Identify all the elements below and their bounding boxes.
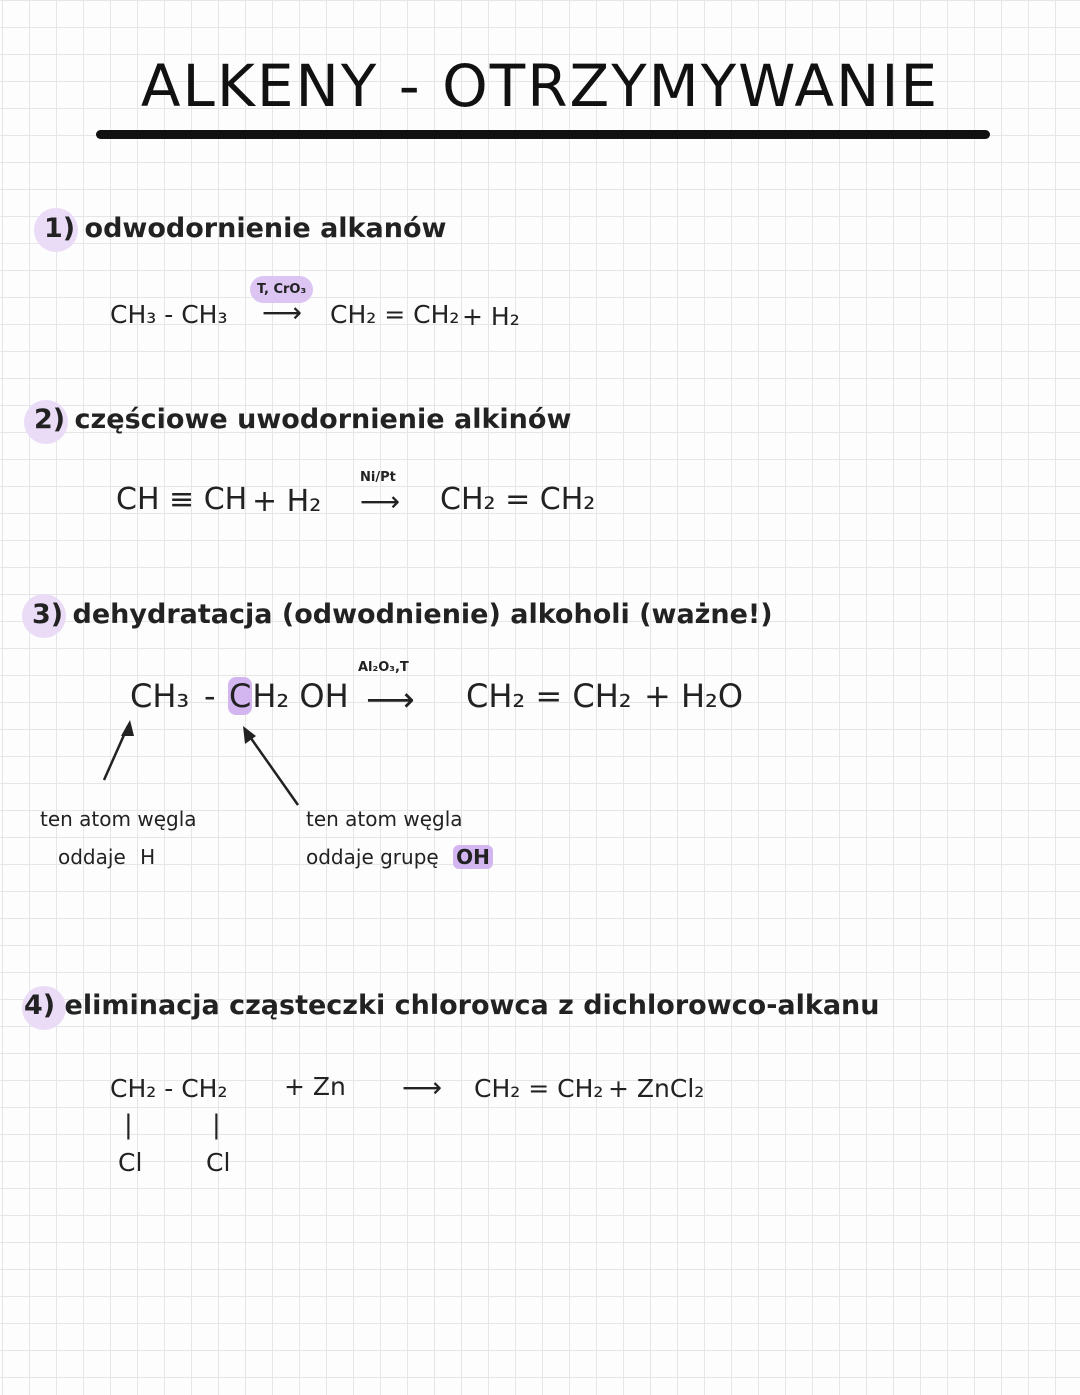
note-line — [40, 838, 197, 876]
alcohol-group: H₂ OH — [252, 677, 349, 715]
substituent-left: Cl — [118, 1148, 143, 1177]
bond-left: | — [124, 1110, 133, 1140]
substituent-right: Cl — [206, 1148, 231, 1177]
reaction-condition: T, CrO₃ — [250, 276, 313, 303]
note-line: ten atom węgla — [40, 807, 197, 831]
reaction-arrow: ⟶ — [402, 1071, 443, 1104]
reaction-condition: Ni/Pt — [360, 470, 396, 485]
reagent: + Zn — [284, 1072, 346, 1101]
reaction-condition: Al₂O₃,T — [358, 660, 409, 675]
product: CH₂ = CH₂ — [466, 677, 632, 715]
note-h: H — [140, 845, 156, 869]
byproduct: + H₂O — [644, 677, 744, 715]
note-left — [40, 800, 197, 876]
page-title: ALKENY - OTRZYMYWANIE — [140, 52, 940, 120]
product: CH₂ = CH₂ — [474, 1074, 604, 1103]
highlighted-carbon: C — [229, 677, 252, 715]
note-text: oddaje grupę — [306, 845, 439, 869]
reaction-arrow: ⟶ — [366, 680, 415, 720]
note-line — [306, 838, 493, 876]
reaction-arrow: ⟶ — [360, 485, 401, 518]
section-title: eliminacja cząsteczki chlorowca z dichlorowco-alkanu — [64, 990, 880, 1021]
arrow-line-right — [248, 734, 298, 805]
section-title: odwodornienie alkanów — [84, 213, 447, 244]
note-oh: OH — [453, 845, 493, 869]
note-right — [306, 800, 493, 876]
section-number: 4) — [24, 990, 56, 1021]
product: CH₂ = CH₂ — [330, 300, 460, 329]
section-number: 2) — [34, 404, 66, 435]
section-title: częściowe uwodornienie alkinów — [74, 404, 572, 435]
arrowhead-left — [121, 720, 134, 736]
reactant-methyl: CH₃ — [130, 677, 190, 715]
section-4-heading — [24, 990, 880, 1021]
section-number: 1) — [44, 213, 76, 244]
reactant: CH₂ - CH₂ — [110, 1074, 228, 1103]
note-line: ten atom węgla — [306, 807, 463, 831]
reactant-dash: - — [204, 677, 216, 715]
reactant: CH ≡ CH — [116, 482, 248, 517]
reagent: + H₂ — [252, 484, 322, 519]
bond-right: | — [212, 1110, 221, 1140]
section-title: dehydratacja (odwodnienie) alkoholi (ważne!) — [72, 599, 773, 630]
reaction-arrow: ⟶ — [262, 296, 303, 329]
note-text: oddaje — [58, 845, 126, 869]
reactant: CH₃ - CH₃ — [110, 300, 228, 329]
product: CH₂ = CH₂ — [440, 482, 596, 517]
section-number: 3) — [32, 599, 64, 630]
byproduct: + ZnCl₂ — [608, 1074, 705, 1103]
byproduct: + H₂ — [462, 302, 520, 331]
